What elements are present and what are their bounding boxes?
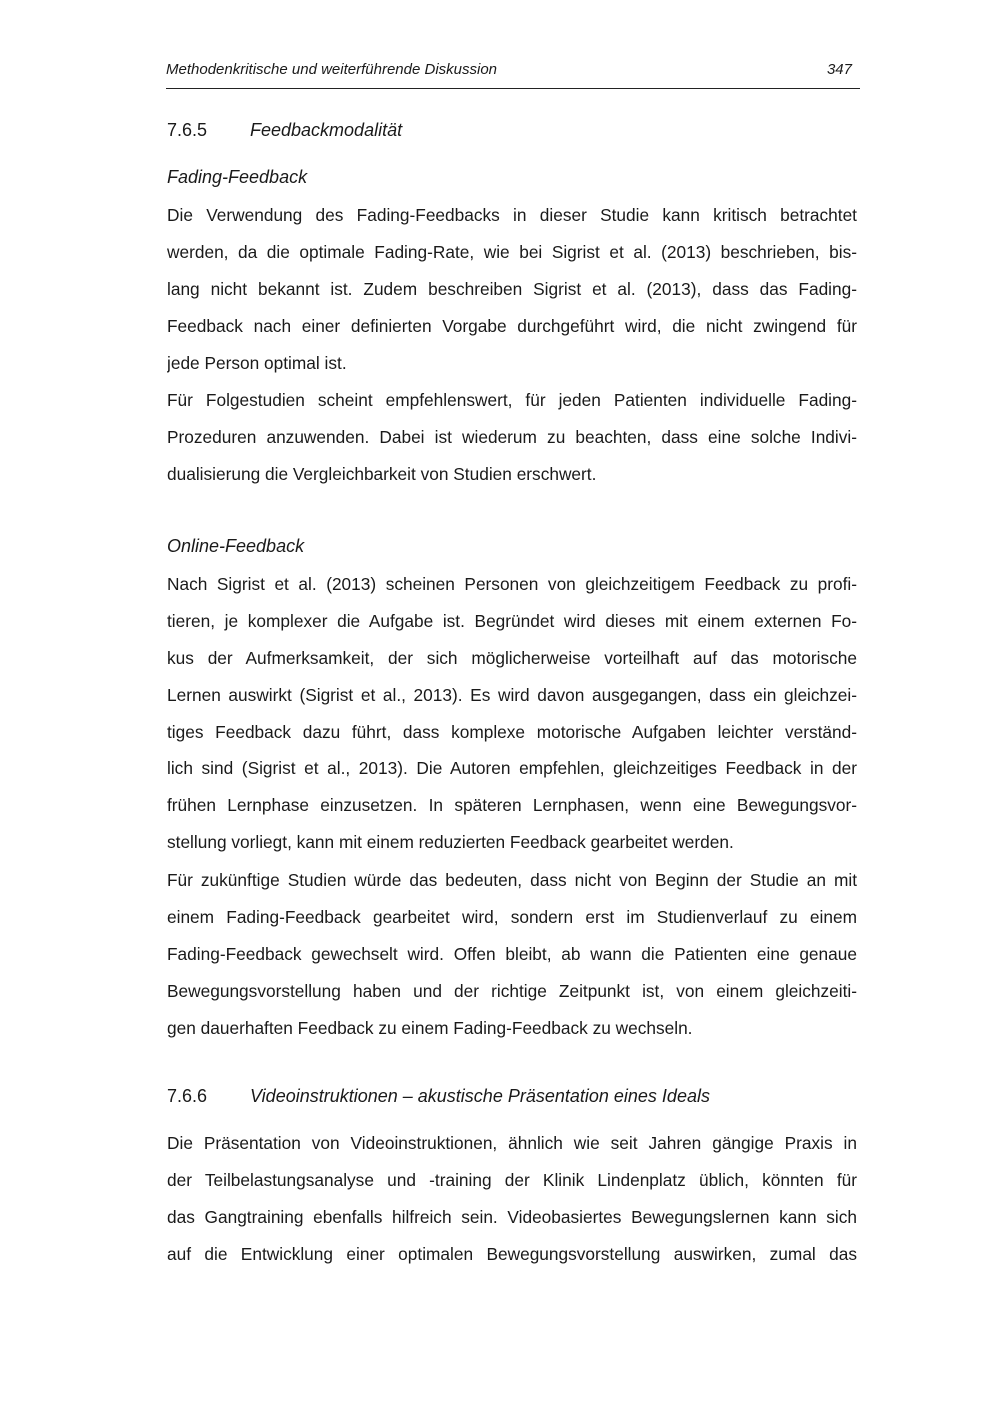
section-number: 7.6.5 — [167, 120, 208, 140]
text-line: Die Verwendung des Fading-Feedbacks in dieser Studie kann kritisch betrachtet — [167, 205, 857, 225]
section-number: 7.6.6 — [167, 1086, 208, 1106]
text-line: Lernen auswirkt (Sigrist et al., 2013). Es wird davon ausgegangen, dass ein gleichzei- — [167, 684, 857, 705]
section-title: Videoinstruktionen – akustische Präsentation eines Ideals — [250, 1086, 710, 1106]
text-line: Die Präsentation von Videoinstruktionen, ähnlich wie seit Jahren gängige Praxis in — [167, 1133, 857, 1153]
subheading-fading-feedback: Fading-Feedback — [167, 167, 308, 187]
text-line: Prozeduren anzuwenden. Dabei ist wiederum zu beachten, dass eine solche Indivi- — [167, 426, 857, 447]
text-line: Für Folgestudien scheint empfehlenswert, für jeden Patienten individuelle Fading- — [167, 390, 857, 410]
running-header-title: Methodenkritische und weiterführende Diskussion — [166, 61, 498, 78]
paragraph-video-1 — [167, 1125, 857, 1273]
text-line: werden, da die optimale Fading-Rate, wie bei Sigrist et al. (2013) beschrieben, bis- — [167, 241, 857, 262]
section-title: Feedbackmodalität — [250, 120, 403, 140]
text-line: Bewegungsvorstellung haben und der richtige Zeitpunkt ist, von einem gleichzeiti- — [167, 980, 857, 1001]
paragraph-fading-1 — [167, 197, 857, 381]
text-line: Für zukünftige Studien würde das bedeuten, dass nicht von Beginn der Studie an mit — [167, 870, 857, 890]
text-line: Nach Sigrist et al. (2013) scheinen Personen von gleichzeitigem Feedback zu profi- — [167, 574, 857, 594]
text-line: einem Fading-Feedback gearbeitet wird, sondern erst im Studienverlauf zu einem — [167, 906, 857, 927]
page-number: 347 — [826, 61, 852, 78]
paragraph-online-2 — [167, 862, 857, 1046]
text-line: tiges Feedback dazu führt, dass komplexe motorische Aufgaben leichter verständ- — [167, 721, 857, 742]
text-line: frühen Lernphase einzusetzen. In späteren Lernphasen, wenn eine Bewegungsvor- — [167, 795, 857, 816]
paragraph-fading-2 — [167, 382, 857, 493]
text-line: stellung vorliegt, kann mit einem reduzierten Feedback gearbeitet werden. — [167, 832, 734, 853]
text-line: lang nicht bekannt ist. Zudem beschreiben Sigrist et al. (2013), dass das Fading- — [167, 278, 857, 299]
text-line: gen dauerhaften Feedback zu einem Fading-Feedback zu wechseln. — [167, 1017, 693, 1038]
text-line: jede Person optimal ist. — [167, 352, 347, 373]
subheading-online-feedback: Online-Feedback — [167, 536, 305, 556]
text-line: Feedback nach einer definierten Vorgabe durchgeführt wird, die nicht zwingend für — [167, 315, 857, 336]
text-line: Fading-Feedback gewechselt wird. Offen bleibt, ab wann die Patienten eine genaue — [167, 943, 857, 964]
text-line: lich sind (Sigrist et al., 2013). Die Autoren empfehlen, gleichzeitiges Feedback in der — [167, 758, 857, 779]
text-line: dualisierung die Vergleichbarkeit von Studien erschwert. — [167, 463, 597, 484]
header-rule — [166, 88, 860, 89]
paragraph-online-1 — [167, 566, 857, 861]
text-line: tieren, je komplexer die Aufgabe ist. Begründet wird dieses mit einem externen Fo- — [167, 610, 857, 631]
text-line: das Gangtraining ebenfalls hilfreich sein. Videobasiertes Bewegungslernen kann sich — [167, 1206, 857, 1227]
running-header — [166, 61, 860, 81]
text-line: der Teilbelastungsanalyse und -training der Klinik Lindenplatz üblich, könnten für — [167, 1169, 857, 1190]
text-line: kus der Aufmerksamkeit, der sich möglicherweise vorteilhaft auf das motorische — [167, 647, 857, 668]
text-line: auf die Entwicklung einer optimalen Bewegungsvorstellung auswirken, zumal das — [167, 1243, 857, 1264]
